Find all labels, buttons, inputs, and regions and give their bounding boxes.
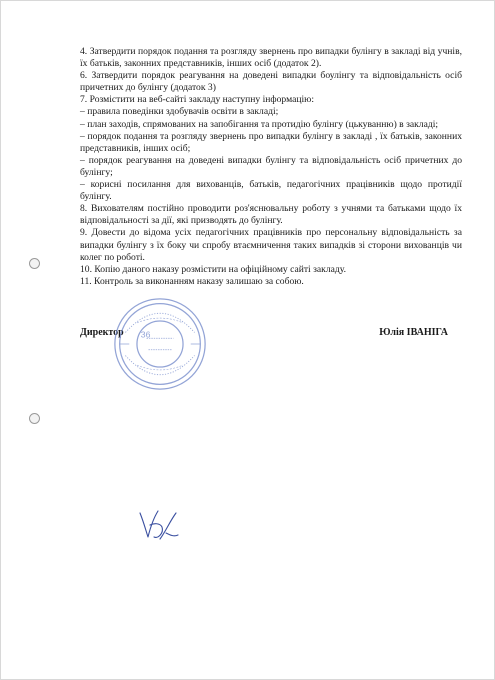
document-body — [80, 46, 462, 288]
signatory-role: Директор — [80, 327, 124, 338]
paragraph-item-11: 11. Контроль за виконанням наказу залишаю за собою. — [80, 275, 304, 287]
bullet-rules: – правила поведінки здобувачів освіти в закладі; — [80, 106, 279, 118]
bullet-response-order: – порядок реагування на доведені випадки булінгу та відповідальність осіб причетних до булінгу; — [80, 154, 462, 178]
paragraph-item-10: 10. Копію даного наказу розмістити на офіційному сайті закладу. — [80, 263, 346, 275]
handwritten-signature — [136, 503, 182, 549]
paragraph-item-7: 7. Розмістити на веб-сайті закладу наступну інформацію: — [80, 94, 314, 106]
signatory-name: Юлія ІВАНІГА — [379, 327, 448, 338]
official-seal-stamp — [112, 296, 208, 392]
bullet-useful-links: – корисні посилання для вихованців, батьків, педагогічних працівників щодо протидії булінгу. — [80, 179, 462, 203]
paragraph-item-6: 6. Затвердити порядок реагування на доведені випадки боулінгу та відповідальність осіб причетних до булінгу (додаток 3) — [80, 70, 462, 94]
bullet-plan: – план заходів, спрямованих на запобігання та протидію булінгу (цькуванню) в закладі; — [80, 118, 439, 130]
paragraph-item-9: 9. Довести до відома усіх педагогічних працівників про персональну відповідальність за випадки булінгу з їх боку чи спробу втаємничення таких випадків зі сторони вихованців чи колег по роботі. — [80, 227, 462, 263]
paragraph-item-4: 4. Затвердити порядок подання та розгляду звернень про випадки булінгу в закладі від учнів, їх батьків, законних представників, інших осіб (додаток 2). — [80, 46, 462, 70]
punch-hole-top — [29, 258, 40, 269]
bullet-submission-order: – порядок подання та розгляду звернень про випадки булінгу в закладі , їх батьків, законних представників, інших осіб; — [80, 130, 462, 154]
seal-number: 36 — [140, 329, 151, 340]
punch-hole-bottom — [29, 413, 40, 424]
paragraph-item-8: 8. Вихователям постійно проводити роз'яснювальну роботу з учнями та батьками щодо їх відповідальності за дії, які призводять до булінгу. — [80, 203, 462, 227]
